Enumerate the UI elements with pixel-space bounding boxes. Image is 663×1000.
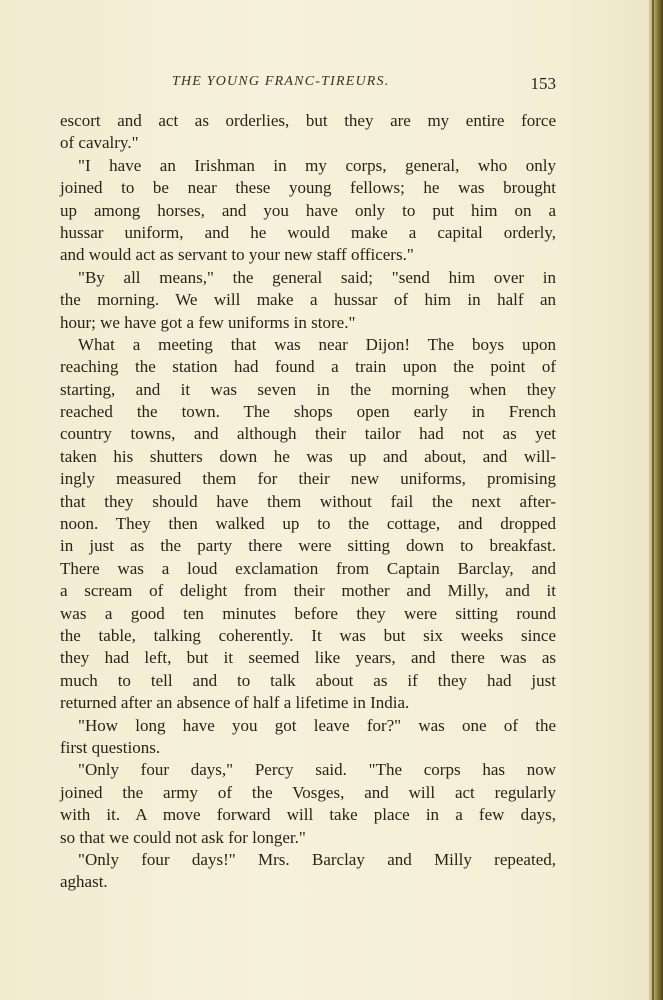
text-line: returned after an absence of half a lifetime in India.	[60, 693, 410, 713]
text-line: hour; we have got a few uniforms in store."	[60, 312, 356, 332]
text-line: What a meeting that was near Dijon! The boys upon	[78, 334, 556, 354]
text-line: so that we could not ask for longer."	[60, 827, 306, 847]
spine-shadow-line	[652, 0, 654, 1000]
text-line: escort and act as orderlies, but they are my entire force	[60, 111, 556, 130]
text-line: "By all means," the general said; "send him over in	[78, 267, 556, 287]
page-header	[60, 70, 556, 94]
text-line: that they should have them without fail the next after-	[60, 491, 556, 511]
text-line: taken his shutters down he was up and about, and will-	[60, 446, 556, 466]
text-line: reached the town. The shops open early in French	[60, 402, 556, 422]
text-line: joined the army of the Vosges, and will act regularly	[60, 782, 556, 802]
text-line: with it. A move forward will take place in a few days,	[60, 805, 556, 825]
text-line: they had left, but it seemed like years, and there was as	[60, 648, 556, 668]
text-line: "I have an Irishman in my corps, general, who only	[78, 155, 556, 175]
text-line: country towns, and although their tailor had not as yet	[60, 424, 556, 444]
text-line: much to tell and to talk about as if they had just	[60, 670, 556, 690]
text-line: reaching the station had found a train upon the point of	[60, 357, 556, 377]
text-line: noon. They then walked up to the cottage, and dropped	[60, 514, 556, 534]
text-line: was a good ten minutes before they were sitting round	[60, 603, 556, 623]
text-line: joined to be near these young fellows; he was brought	[60, 178, 556, 198]
text-line: of cavalry."	[60, 133, 139, 153]
text-line: "Only four days!" Mrs. Barclay and Milly repeated,	[78, 849, 556, 869]
text-line: aghast.	[60, 872, 108, 892]
page-number: 153	[530, 74, 556, 93]
text-line: and would act as servant to your new staff officers."	[60, 245, 414, 265]
text-line: a scream of delight from their mother and Milly, and it	[60, 581, 556, 601]
body-text	[60, 110, 556, 894]
text-line: in just as the party there were sitting down to breakfast.	[60, 536, 556, 556]
running-head: THE YOUNG FRANC-TIREURS.	[172, 74, 390, 89]
text-line: "Only four days," Percy said. "The corps has now	[78, 760, 556, 780]
text-line: up among horses, and you have only to put him on a	[60, 200, 556, 220]
text-line: first questions.	[60, 737, 161, 757]
text-line: ingly measured them for their new uniforms, promising	[60, 469, 556, 489]
text-line: the table, talking coherently. It was but six weeks since	[60, 625, 556, 645]
text-line: starting, and it was seven in the morning when they	[60, 379, 556, 399]
text-line: There was a loud exclamation from Captain Barclay, and	[60, 558, 556, 578]
text-line: "How long have you got leave for?" was one of the	[78, 715, 556, 735]
text-line: the morning. We will make a hussar of him in half an	[60, 290, 556, 310]
text-line: hussar uniform, and he would make a capital orderly,	[60, 222, 556, 242]
